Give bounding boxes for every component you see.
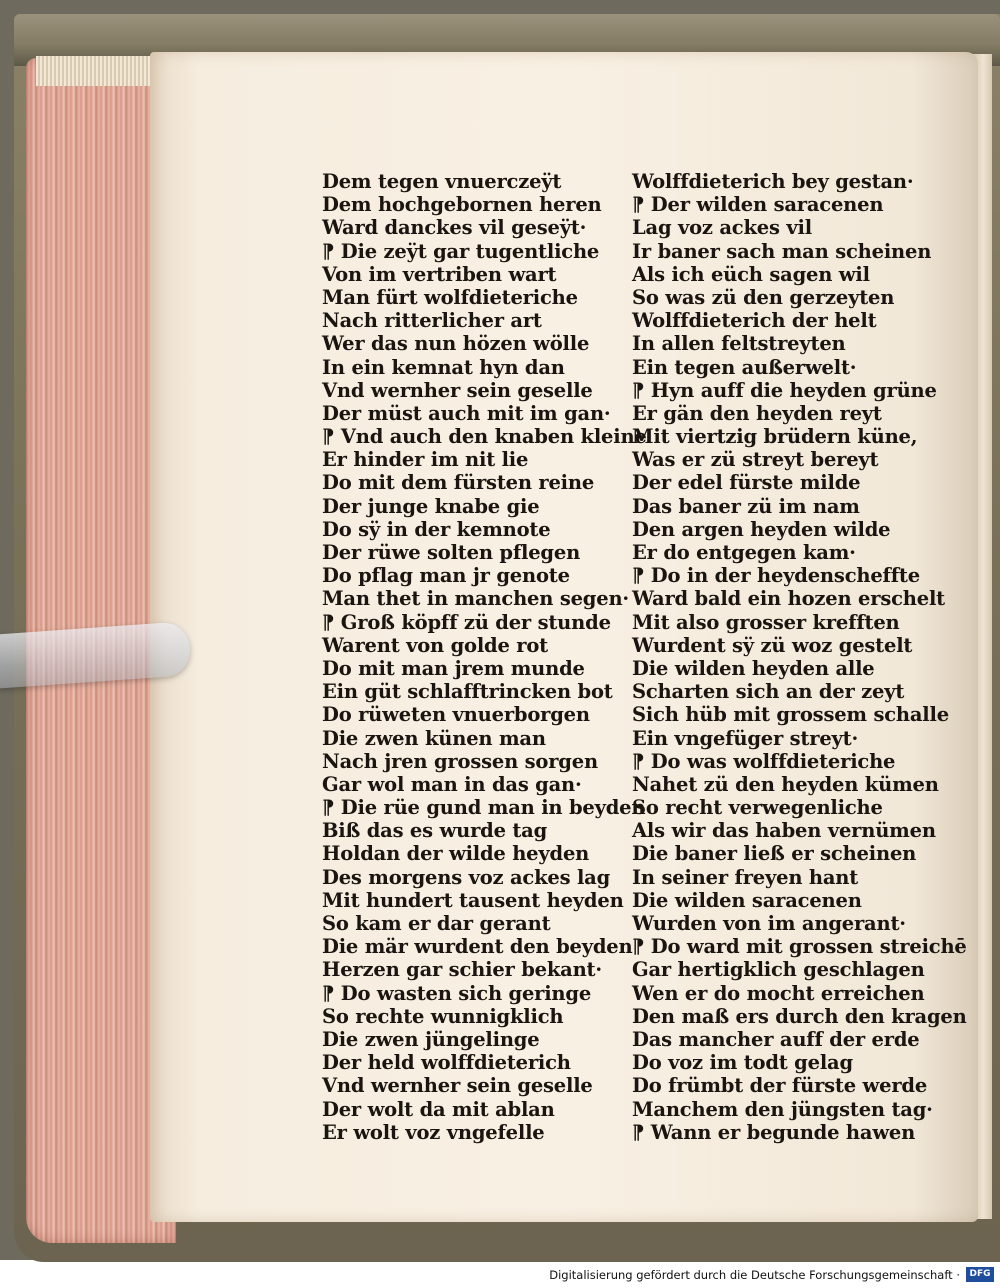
- text-line: Der müst auch mit im gan·: [322, 401, 611, 425]
- text-line: Lag voz ackes vil: [632, 216, 812, 240]
- text-line: Mit viertzig brüdern küne,: [632, 425, 918, 449]
- text-line: Man fürt wolfdieteriche: [322, 285, 578, 309]
- text-line: Wolffdieterich der helt: [632, 309, 877, 333]
- text-line: Die wilden saracenen: [632, 888, 862, 912]
- text-line: Der junge knabe gie: [322, 494, 540, 518]
- text-line: Wurdent sÿ zü woz gestelt: [632, 633, 913, 657]
- text-line: So rechte wunnigklich: [322, 1004, 564, 1028]
- text-line: So recht verwegenliche: [632, 796, 883, 820]
- dfg-logo: DFG: [966, 1267, 994, 1282]
- text-line: Dem tegen vnuerczeÿt: [322, 170, 562, 193]
- text-line: Biß das es wurde tag: [322, 819, 548, 843]
- text-line: Wurden von im angerant·: [632, 912, 906, 935]
- text-line: Ward danckes vil geseÿt·: [322, 216, 587, 240]
- digitization-credit: Digitalisierung gefördert durch die Deutsche Forschungsgemeinschaft ·: [549, 1268, 960, 1282]
- text-line: ⁋ Do was wolffdieteriche: [632, 749, 896, 773]
- text-line: Nach ritterlicher art: [322, 309, 542, 333]
- text-line: Gar wol man in das gan·: [322, 772, 582, 796]
- text-line: Gar hertigklich geschlagen: [632, 958, 925, 982]
- text-line: ⁋ Die zeÿt gar tugentliche: [322, 239, 600, 263]
- text-line: Er gän den heyden reyt: [632, 401, 882, 425]
- text-line: Er wolt voz vngefelle: [322, 1120, 545, 1144]
- text-line: ⁋ Vnd auch den knaben kleine: [322, 425, 647, 449]
- text-line: Vnd wernher sein geselle: [322, 378, 593, 402]
- text-line: Nach jren grossen sorgen: [322, 749, 598, 773]
- text-line: ⁋ Do in der heydenscheffte: [632, 564, 920, 588]
- text-line: ⁋ Der wilden saracenen: [632, 193, 884, 217]
- text-line: Was er zü streyt bereyt: [632, 448, 879, 472]
- text-line: Der rüwe solten pflegen: [322, 541, 581, 564]
- text-line: Die zwen künen man: [322, 726, 546, 750]
- text-line: So was zü den gerzeyten: [632, 285, 895, 309]
- text-line: Wer das nun hözen wölle: [322, 332, 590, 356]
- text-line: Dem hochgebornen heren: [322, 193, 602, 217]
- text-line: Der wolt da mit ablan: [322, 1097, 555, 1121]
- text-line: Den argen heyden wilde: [632, 517, 891, 541]
- text-line: Das baner zü im nam: [632, 494, 860, 518]
- text-line: Do pflag man jr genote: [322, 564, 570, 588]
- text-line: Wolffdieterich bey gestan·: [632, 170, 914, 193]
- text-line: Do mit man jrem munde: [322, 656, 585, 680]
- text-line: ⁋ Hyn auff die heyden grüne: [632, 378, 937, 402]
- text-line: Nahet zü den heyden kümen: [632, 772, 939, 796]
- text-line: Die mär wurdent den beyden: [322, 935, 633, 959]
- text-line: In seiner freyen hant: [632, 865, 859, 889]
- text-line: Ir baner sach man scheinen: [632, 239, 932, 263]
- text-line: Er do entgegen kam·: [632, 541, 856, 564]
- text-line: ⁋ Die rüe gund man in beyden: [322, 796, 646, 820]
- text-line: Do sÿ in der kemnote: [322, 517, 551, 541]
- text-line: Als ich eüch sagen wil: [632, 262, 870, 286]
- text-line: Warent von golde rot: [322, 633, 548, 657]
- text-line: Wen er do mocht erreichen: [632, 981, 925, 1005]
- right-text-column: [632, 170, 967, 1144]
- text-line: Das mancher auff der erde: [632, 1027, 920, 1051]
- text-line: Von im vertriben wart: [322, 262, 557, 286]
- text-line: In ein kemnat hyn dan: [322, 355, 565, 379]
- text-line: Den maß ers durch den kragen: [632, 1004, 967, 1028]
- text-line: Sich hüb mit grossem schalle: [632, 703, 949, 727]
- left-text-column: [322, 170, 647, 1144]
- text-line: Herzen gar schier bekant·: [322, 958, 602, 982]
- text-line: Scharten sich an der zeyt: [632, 680, 905, 704]
- text-line: Der held wolffdieterich: [322, 1051, 571, 1075]
- footer-bar: [0, 1262, 1000, 1288]
- text-line: Als wir das haben vernümen: [632, 819, 936, 843]
- text-line: Des morgens voz ackes lag: [322, 865, 611, 889]
- text-line: ⁋ Do wasten sich geringe: [322, 981, 592, 1005]
- text-line: Die wilden heyden alle: [632, 656, 875, 680]
- text-line: Ein vngefüger streyt·: [632, 726, 859, 750]
- text-line: Manchem den jüngsten tag·: [632, 1097, 933, 1121]
- text-line: In allen feltstreyten: [632, 332, 846, 356]
- text-line: Ward bald ein hozen erschelt: [632, 587, 945, 611]
- text-line: ⁋ Groß köpff zü der stunde: [322, 610, 611, 634]
- text-line: Man thet in manchen segen·: [322, 587, 630, 611]
- text-line: Do frümbt der fürste werde: [632, 1074, 928, 1098]
- text-line: Vnd wernher sein geselle: [322, 1074, 593, 1098]
- text-line: Die baner ließ er scheinen: [632, 842, 917, 866]
- text-line: Ein güt schlafftrincken bot: [322, 680, 613, 704]
- text-line: Do mit dem fürsten reine: [322, 471, 595, 495]
- text-line: So kam er dar gerant: [322, 912, 551, 935]
- text-line: Der edel fürste milde: [632, 471, 861, 495]
- text-line: Mit also grosser krefften: [632, 610, 900, 634]
- text-line: Do voz im todt gelag: [632, 1051, 853, 1075]
- text-line: Do rüweten vnuerborgen: [322, 703, 590, 727]
- text-line: Ein tegen außerwelt·: [632, 355, 857, 379]
- text-line: Er hinder im nit lie: [322, 448, 529, 472]
- text-line: Die zwen jüngelinge: [322, 1027, 540, 1051]
- text-line: Holdan der wilde heyden: [322, 842, 590, 866]
- text-line: ⁋ Do ward mit grossen streichē: [632, 935, 967, 959]
- text-line: ⁋ Wann er begunde hawen: [632, 1120, 916, 1144]
- text-line: Mit hundert tausent heyden: [322, 888, 624, 912]
